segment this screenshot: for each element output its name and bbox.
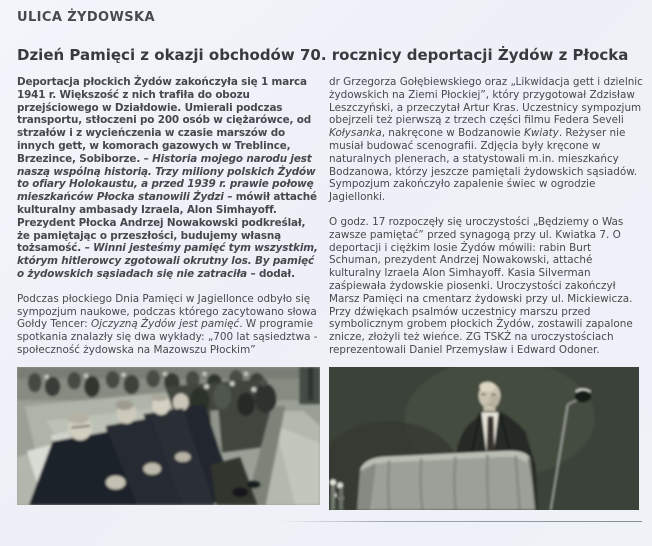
left-column — [17, 76, 320, 510]
article-title: Dzień Pamięci z okazji obchodów 70. rocznicy deportacji Żydów z Płocka — [17, 46, 629, 64]
paragraph: Podczas płockiego Dnia Pamięci w Jagiellonce odbyło się sympozjum naukowe, podczas którego zacytowano słowa Gołdy Tencer: Ojczyzną Żydów jest pamięć. W programie spotkania znalazły się dwa wykłady: „700 lat sąsiedztwa - społeczność żydowska na Mazowszu Płockim” — [17, 292, 318, 356]
podium-table — [357, 450, 536, 509]
footer-divider — [278, 521, 642, 522]
lead-paragraph: Deportacja płockich Żydów zakończyła się 1 marca 1941 r. Większość z nich trafiła do obozu przejściowego w Działdowie. Umierali podczas transportu, stłoczeni po 200 osób w ciężarówce, od strzałów i z wycieńczenia w czasie marszów do innych gett, w komorach gazowych w Treblince, Brzezince, Sobiborze. – Historia mojego narodu jest naszą wspólną historią. Trzy miliony polskich Żydów to ofiary Holokaustu, a przed 1939 r. prawie połowę mieszkańców Płocka stanowili Żydzi – mówił attaché kulturalny ambasady Izraela, Alon Simhayoff. Prezydent Płocka Andrzej Nowakowski podkreślał, że pamiętając o przeszłości, budujemy własną tożsamość. – Winni jesteśmy pamięć tym wszystkim, którym hitlerowcy zgotowali okrutny los. By pamięć o żydowskich sąsiadach się nie zatraciła – dodał. — [17, 76, 318, 280]
audience-photo — [17, 367, 320, 505]
speaker-photo — [329, 367, 639, 510]
paragraph: dr Grzegorza Gołębiewskiego oraz „Likwidacja gett i dzielnic żydowskich na Ziemi Płockiej”, który przygotował Zdzisław Leszczyński, a przeczytał Artur Kras. Uczestnicy sympozjum obejrzeli też pierwszą z trzech części filmu Federa Seveli Kołysanka, nakręcone w Bodzanowie Kwiaty. Reżyser nie musiał budować scenografii. Zdjęcia były kręcone w naturalnych plenerach, a statystowali m.in. mieszkańcy Bodzanowa, którzy jeszcze pamiętali żydowskich sąsiadów. Sympozjum zakończyło zapalenie świec w ogrodzie Jagiellonki. — [329, 76, 643, 204]
paragraph: O godz. 17 rozpoczęły się uroczystości „Będziemy o Was zawsze pamiętać” przed synagogą przy ul. Kwiatka 7. O deportacji i ciężkim losie Żydów mówili: rabin Burt Schuman, prezydent Andrzej Nowakowski, attaché kulturalny Izraela Alon Simhayoff. Kasia Silverman zaśpiewała żydowskie piosenki. Uroczystości zakończył Marsz Pamięci na cmentarz żydowski przy ul. Mickiewicza. Przy dźwiękach psalmów uczestnicy marszu przed symbolicznym grobem płockich Żydów, zostawili zapalone znicze, złożyli też wieńce. ZG TSKŻ na uroczystościach reprezentowali Daniel Przemysław i Edward Odoner. — [329, 215, 633, 356]
right-column — [329, 76, 646, 510]
section-kicker: ULICA ŻYDOWSKA — [17, 10, 155, 25]
article-columns — [17, 76, 652, 510]
